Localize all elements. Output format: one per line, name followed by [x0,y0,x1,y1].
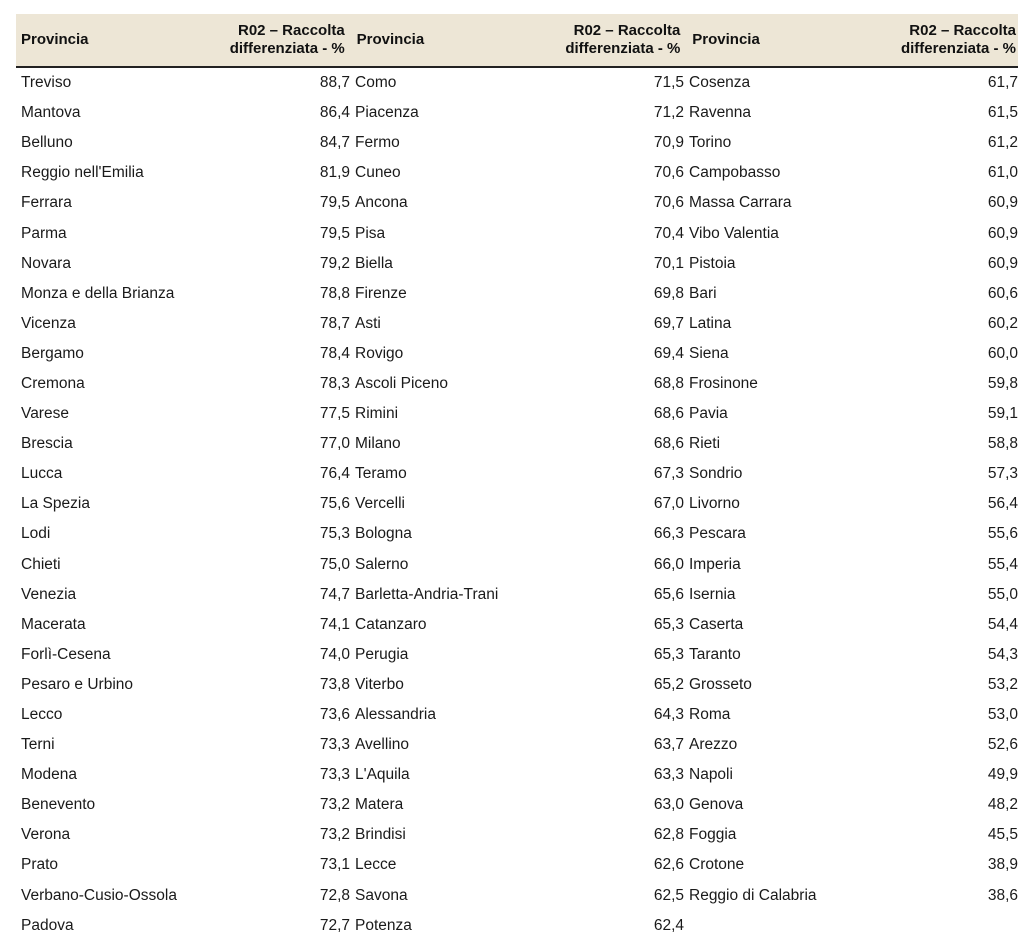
table-row [16,881,350,911]
header-provincia-2: Provincia [356,31,425,48]
province-name: Venezia [21,585,77,603]
province-value: 60,0 [987,344,1018,362]
table-row [684,850,1018,880]
province-name: Massa Carrara [689,194,792,212]
table-row [684,128,1018,158]
table-row [16,610,350,640]
province-value: 55,4 [987,555,1018,573]
province-value: 69,7 [653,314,684,332]
province-value: 60,9 [987,254,1018,272]
province-name: Cuneo [355,164,401,182]
table-row [684,670,1018,700]
province-name: Modena [21,766,78,784]
table-row [350,610,684,640]
province-name: Pescara [689,525,746,543]
table-column-2 [350,68,684,941]
province-name: Barletta-Andria-Trani [355,585,499,603]
province-name: Pisa [355,224,386,242]
table-row [350,249,684,279]
table-row [350,730,684,760]
header-provincia-3: Provincia [692,31,760,48]
table-row [350,850,684,880]
province-name: Monza e della Brianza [21,284,175,302]
table-row [684,188,1018,218]
province-value: 76,4 [319,465,350,483]
province-value: 73,3 [319,766,350,784]
table-row [16,760,350,790]
table-row [16,369,350,399]
table-row [350,670,684,700]
province-name: Ascoli Piceno [355,374,449,392]
province-name: Lodi [21,525,51,543]
table-row [16,700,350,730]
province-name: Mantova [21,104,81,122]
province-value: 61,0 [987,164,1018,182]
table-row [684,820,1018,850]
province-value: 73,2 [319,796,350,814]
header-value-line2: differenziata - % [900,40,1016,57]
header-value-2 [544,22,683,58]
province-name: Terni [21,736,55,754]
province-value: 79,2 [319,254,350,272]
table-row [350,128,684,158]
table-row [350,519,684,549]
province-name: Viterbo [355,675,404,693]
province-name: Forlì-Cesena [21,645,111,663]
table-row [16,128,350,158]
province-value: 54,4 [987,615,1018,633]
province-name: Torino [689,134,732,152]
table-row [16,309,350,339]
province-value: 67,3 [653,465,684,483]
province-value: 67,0 [653,495,684,513]
province-name: Pesaro e Urbino [21,675,134,693]
province-name: Ferrara [21,194,72,212]
province-value: 73,1 [319,856,350,874]
header-provincia-1: Provincia [21,31,89,48]
province-value: 70,6 [653,194,684,212]
province-name: Rimini [355,405,399,423]
province-name: Taranto [689,645,741,663]
table-row [684,429,1018,459]
table-row [16,580,350,610]
table-row [350,550,684,580]
province-value: 74,1 [319,615,350,633]
province-name: Rovigo [355,344,404,362]
province-value: 81,9 [319,164,350,182]
table-row [16,279,350,309]
province-name: Verbano-Cusio-Ossola [21,886,177,904]
table-row [684,218,1018,248]
provinces-table [16,14,1018,934]
province-name: Verona [21,826,71,844]
province-name: Parma [21,224,67,242]
province-name: Grosseto [689,675,752,693]
province-value: 88,7 [319,74,350,92]
province-value: 78,3 [319,374,350,392]
table-row [684,580,1018,610]
table-row [350,820,684,850]
table-row [350,459,684,489]
table-row [684,68,1018,98]
province-name: Crotone [689,856,745,874]
header-value-1 [208,22,347,58]
province-name: Firenze [355,284,407,302]
province-name: Siena [689,344,729,362]
province-name: Rieti [689,435,721,453]
province-value: 70,9 [653,134,684,152]
table-row [684,279,1018,309]
province-name: Isernia [689,585,736,603]
province-value: 77,0 [319,435,350,453]
province-value: 60,9 [987,224,1018,242]
table-row [350,158,684,188]
province-name: Roma [689,706,731,724]
table-row [16,339,350,369]
province-name: Cosenza [689,74,751,92]
province-value: 54,3 [987,645,1018,663]
province-value: 59,8 [987,374,1018,392]
province-name: Potenza [355,916,412,934]
province-value: 48,2 [987,796,1018,814]
province-name: Bergamo [21,344,84,362]
province-name: Ancona [355,194,408,212]
province-name: Pistoia [689,254,736,272]
table-row [16,158,350,188]
table-row [16,249,350,279]
province-value: 71,2 [653,104,684,122]
province-value: 79,5 [319,224,350,242]
province-name: Sondrio [689,465,743,483]
province-name: Como [355,74,397,92]
table-row [684,730,1018,760]
table-row [16,98,350,128]
province-name: Arezzo [689,736,738,754]
province-value: 53,0 [987,706,1018,724]
province-name: Matera [355,796,404,814]
province-name: Pavia [689,405,728,423]
table-row [684,369,1018,399]
province-value: 73,3 [319,736,350,754]
province-value: 61,2 [987,134,1018,152]
province-value: 78,8 [319,284,350,302]
province-value: 86,4 [319,104,350,122]
province-value: 60,6 [987,284,1018,302]
province-value: 60,9 [987,194,1018,212]
province-value: 38,6 [987,886,1018,904]
province-value: 57,3 [987,465,1018,483]
table-row [684,459,1018,489]
province-value: 75,6 [319,495,350,513]
province-name: Lecco [21,706,63,724]
province-value: 45,5 [987,826,1018,844]
province-name: Vercelli [355,495,405,513]
table-row [684,610,1018,640]
province-value: 73,2 [319,826,350,844]
header-value-line2: differenziata - % [229,40,345,57]
header-value-line2: differenziata - % [565,40,681,57]
province-value: 61,7 [987,74,1018,92]
province-value: 74,0 [319,645,350,663]
province-name: Chieti [21,555,61,573]
province-name: Benevento [21,796,96,814]
province-name: Catanzaro [355,615,427,633]
province-name: Bologna [355,525,412,543]
table-row [16,820,350,850]
table-row [16,459,350,489]
province-value: 62,5 [653,886,684,904]
table-row [350,98,684,128]
province-value: 55,6 [987,525,1018,543]
table-row [350,760,684,790]
table-row [350,790,684,820]
province-name: Bari [689,284,717,302]
province-name: Piacenza [355,104,419,122]
table-row [16,640,350,670]
table-header [16,14,1018,68]
table-row [684,640,1018,670]
province-value: 75,0 [319,555,350,573]
table-row [16,68,350,98]
province-value: 64,3 [653,706,684,724]
table-row [16,429,350,459]
table-row [684,550,1018,580]
province-name: Campobasso [689,164,781,182]
province-value: 70,1 [653,254,684,272]
province-name: Napoli [689,766,733,784]
province-value: 58,8 [987,435,1018,453]
province-value: 74,7 [319,585,350,603]
province-name: Belluno [21,134,73,152]
table-row [350,218,684,248]
province-value: 65,3 [653,615,684,633]
table-row [16,519,350,549]
province-name: Brescia [21,435,73,453]
province-name: L'Aquila [355,766,410,784]
province-name: Prato [21,856,59,874]
province-value: 73,8 [319,675,350,693]
table-row [684,158,1018,188]
province-value: 70,6 [653,164,684,182]
table-row [684,760,1018,790]
header-value-line1: R02 – Raccolta [909,22,1016,39]
table-row [684,249,1018,279]
table-row [16,670,350,700]
province-value: 61,5 [987,104,1018,122]
table-row [684,881,1018,911]
province-name: Frosinone [689,374,758,392]
table-row [16,911,350,941]
province-name: Padova [21,916,74,934]
province-name: Foggia [689,826,737,844]
province-name: Genova [689,796,744,814]
province-value: 75,3 [319,525,350,543]
province-name: Savona [355,886,408,904]
province-value: 62,4 [653,916,684,934]
province-name: Brindisi [355,826,406,844]
province-value: 63,7 [653,736,684,754]
province-name: Fermo [355,134,400,152]
province-name: Milano [355,435,401,453]
province-value: 78,4 [319,344,350,362]
header-value-line1: R02 – Raccolta [573,22,681,39]
table-row [16,489,350,519]
table-row [684,489,1018,519]
province-name: Alessandria [355,706,436,724]
table-row [350,700,684,730]
province-name: Macerata [21,615,86,633]
province-name: Avellino [355,736,410,754]
table-row [350,640,684,670]
province-name: La Spezia [21,495,90,513]
province-name: Ravenna [689,104,752,122]
table-row [684,309,1018,339]
province-name: Varese [21,405,69,423]
province-name: Cremona [21,374,85,392]
table-row [16,730,350,760]
table-row [350,881,684,911]
table-row [684,98,1018,128]
province-name: Perugia [355,645,409,663]
province-name: Lucca [21,465,63,483]
table-row [350,911,684,941]
province-value: 59,1 [987,405,1018,423]
table-row [350,68,684,98]
province-value: 62,8 [653,826,684,844]
province-value: 38,9 [987,856,1018,874]
province-name: Biella [355,254,393,272]
province-value: 69,8 [653,284,684,302]
province-name: Teramo [355,465,407,483]
province-name: Reggio nell'Emilia [21,164,144,182]
table-row [350,188,684,218]
province-value: 65,2 [653,675,684,693]
province-value: 65,6 [653,585,684,603]
province-value: 71,5 [653,74,684,92]
table-row [16,399,350,429]
province-value: 72,7 [319,916,350,934]
table-row [350,429,684,459]
province-value: 68,6 [653,435,684,453]
province-value: 68,6 [653,405,684,423]
province-name: Vibo Valentia [689,224,779,242]
province-value: 66,0 [653,555,684,573]
table-row [350,580,684,610]
province-value: 69,4 [653,344,684,362]
table-row [16,188,350,218]
table-row [16,550,350,580]
province-name: Asti [355,314,381,332]
table-row [684,519,1018,549]
province-value: 70,4 [653,224,684,242]
table-row [350,399,684,429]
table-row [350,309,684,339]
province-name: Imperia [689,555,741,573]
province-value: 68,8 [653,374,684,392]
province-value: 60,2 [987,314,1018,332]
province-value: 52,6 [987,736,1018,754]
province-name: Reggio di Calabria [689,886,817,904]
province-name: Vicenza [21,314,76,332]
province-name: Lecce [355,856,397,874]
province-value: 73,6 [319,706,350,724]
province-value: 78,7 [319,314,350,332]
province-name: Salerno [355,555,409,573]
table-row [684,700,1018,730]
province-name: Livorno [689,495,740,513]
province-value: 63,3 [653,766,684,784]
province-value: 66,3 [653,525,684,543]
province-name: Novara [21,254,71,272]
table-row [350,279,684,309]
header-value-line1: R02 – Raccolta [237,22,345,39]
table-row [16,218,350,248]
province-value: 72,8 [319,886,350,904]
header-value-3 [879,22,1018,58]
table-row [684,790,1018,820]
province-value: 55,0 [987,585,1018,603]
table-row [350,369,684,399]
province-value: 77,5 [319,405,350,423]
table-row [16,790,350,820]
table-column-1 [16,68,350,941]
table-row [684,339,1018,369]
table-row [684,399,1018,429]
province-value: 65,3 [653,645,684,663]
province-value: 49,9 [987,766,1018,784]
table-row [16,850,350,880]
province-value: 56,4 [987,495,1018,513]
province-value: 84,7 [319,134,350,152]
province-value: 79,5 [319,194,350,212]
province-name: Latina [689,314,732,332]
table-row [350,339,684,369]
table-row [350,489,684,519]
province-name: Caserta [689,615,744,633]
province-name: Treviso [21,74,72,92]
province-value: 63,0 [653,796,684,814]
province-value: 62,6 [653,856,684,874]
table-column-3 [684,68,1018,911]
province-value: 53,2 [987,675,1018,693]
